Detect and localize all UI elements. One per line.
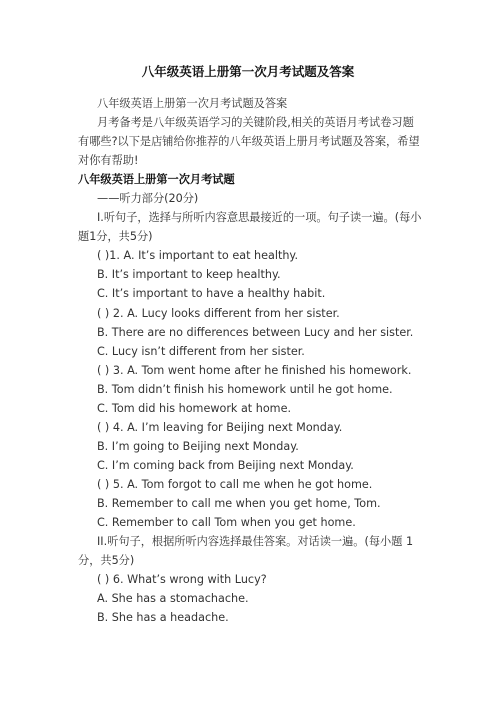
- instruction-2: II.听句子，根据所听内容选择最佳答案。对话读一遍。(每小题 1分，共5分): [78, 535, 414, 568]
- option-line: B. I’m going to Beijing next Monday.: [97, 439, 299, 453]
- part-heading: ——听力部分(20分): [97, 192, 199, 206]
- option-line: B. Remember to call me when you get home, Tom.: [97, 496, 381, 510]
- option-line: C. Remember to call Tom when you get home.: [97, 516, 356, 530]
- option-line: B. Tom didn’t finish his homework until he got home.: [97, 382, 393, 396]
- option-line: C. It’s important to have a healthy habit.: [97, 287, 326, 301]
- question-line: ( ) 2. A. Lucy looks different from her sister.: [97, 306, 340, 320]
- section-heading: 八年级英语上册第一次月考试题: [78, 173, 235, 187]
- question-line: ( ) 5. A. Tom forgot to call me when he got home.: [97, 477, 373, 491]
- subtitle-line: 八年级英语上册第一次月考试题及答案: [97, 97, 288, 110]
- question-line: ( )1. A. It’s important to eat healthy.: [97, 249, 299, 263]
- question-line: ( ) 3. A. Tom went home after he finished his homework.: [97, 363, 412, 377]
- intro-paragraph: 月考备考是八年级英语学习的关键阶段,相关的英语月考试卷习题有哪些?以下是店铺给你推荐的八年级英语上册月考试题及答案，希望对你有帮助!: [78, 116, 420, 168]
- option-line: C. Lucy isn’t different from her sister.: [97, 344, 305, 358]
- instruction-1: I.听句子，选择与所听内容意思最接近的一项。句子读一遍。(每小题1分，共5分): [78, 211, 422, 244]
- option-line: C. Tom did his homework at home.: [97, 401, 292, 415]
- option-line: B. There are no differences between Lucy and her sister.: [97, 325, 414, 339]
- question-line: ( ) 6. What’s wrong with Lucy?: [97, 573, 267, 587]
- question-line: ( ) 4. A. I’m leaving for Beijing next Monday.: [97, 420, 343, 434]
- document-title: 八年级英语上册第一次月考试题及答案: [141, 64, 355, 79]
- option-line: B. She has a headache.: [97, 611, 229, 625]
- option-line: B. It’s important to keep healthy.: [97, 268, 281, 282]
- option-line: C. I’m coming back from Beijing next Monday.: [97, 458, 354, 472]
- option-line: A. She has a stomachache.: [97, 592, 249, 606]
- document-body: [78, 94, 424, 627]
